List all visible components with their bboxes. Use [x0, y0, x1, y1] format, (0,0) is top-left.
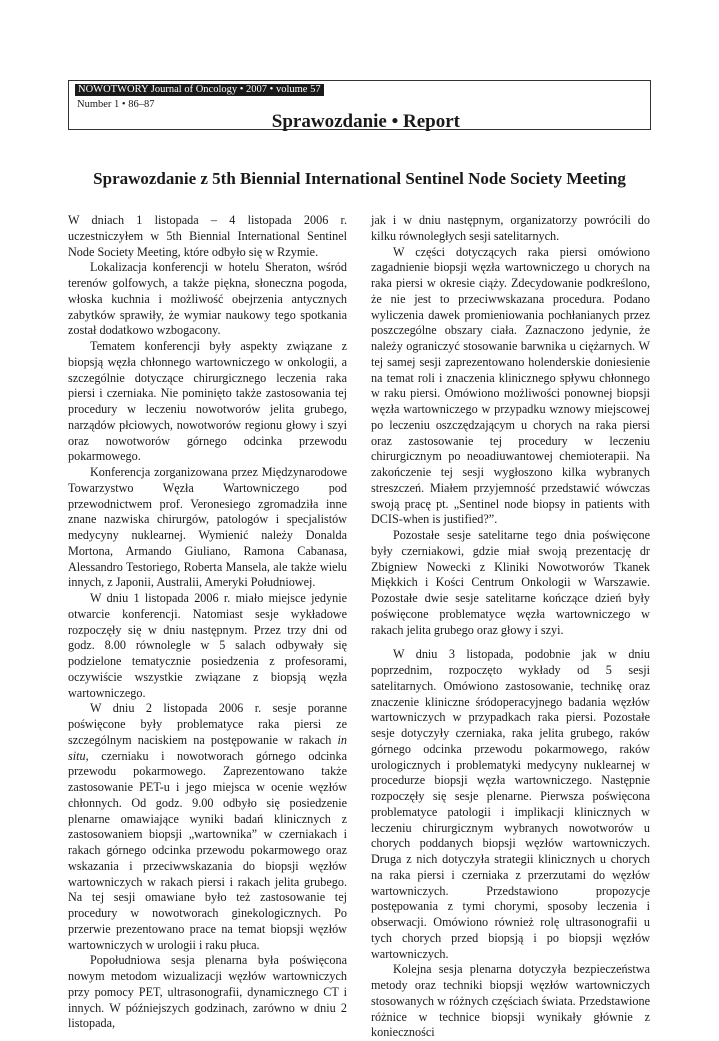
- paragraph: Tematem konferencji były aspekty związane z biopsją węzła chłonnego wartowniczego w onkologii, a szczególnie dotyczące chirurgicznego leczenia raka piersi i czerniaka. Nie pominięto także zastosowania tej procedury w leczeniu nowotworów jelita grubego, narządów płciowych, nowotworów regionu głowy i szyi oraz nowotworów górnego odcinka przewodu pokarmowego.: [68, 339, 347, 464]
- journal-name: NOWOTWORY Journal of Oncology • 2007 • volume 57: [75, 84, 324, 96]
- issue-number: Number 1 • 86–87: [77, 99, 155, 110]
- paragraph: W dniach 1 listopada – 4 listopada 2006 r. uczestniczyłem w 5th Biennial International Sentinel Node Society Meeting, które odbyło się w Rzymie.: [68, 213, 347, 259]
- paragraph: Kolejna sesja plenarna dotyczyła bezpieczeństwa metody oraz techniki biopsji węzłów wartowniczych stosowanych w różnych częściach świata. Przedstawione różnice w technice biopsji wynikały głównie z konieczności: [371, 962, 650, 1040]
- paragraph: Konferencja zorganizowana przez Międzynarodowe Towarzystwo Węzła Wartowniczego pod przewodnictwem prof. Veronesiego zgromadziła inne znane nazwiska chirurgów, patologów i specjalistów medycyny nuklearnej. Wymienić należy Donalda Mortona, Armando Giuliano, Ramona Cabanasa, Alessandro Testoriego, Roberta Mansela, ale także wielu innych, z Japonii, Australii, Ameryki Południowej.: [68, 465, 347, 590]
- paragraph: Popołudniowa sesja plenarna była poświęcona nowym metodom wizualizacji węzłów wartowniczych przy pomocy PET, ultrasonografii, dynamicznego CT i innych. W późniejszych godzinach, zarówno w dniu 2 listopada,: [68, 953, 347, 1031]
- paragraph: W dniu 1 listopada 2006 r. miało miejsce jedynie otwarcie konferencji. Natomiast sesje wykładowe rozpoczęły się w dniu następnym. Przez trzy dni od godz. 8.00 równolegle w 5 salach odbywały się podzielone tematycznie posiedzenia z profesorami, oczywiście wszystkie związane z biopsją węzła wartowniczego.: [68, 591, 347, 700]
- paragraph: W dniu 3 listopada, podobnie jak w dniu poprzednim, rozpoczęto wykłady od 5 sesji satelitarnych. Omówiono zastosowanie, technikę oraz znaczenie kliniczne śródoperacyjnego badania węzłów wartowniczych w przypadkach raka piersi. Pozostałe sesje dotyczyły czerniaka, raka jelita grubego, raków górnego odcinka przewodu pokarmowego, raków urologicznych i problematyki medycyny nuklearnej w procedurze biopsji węzła wartowniczego. Następnie rozpoczęły się sesje plenarne. Pierwsza poświęcona problematyce patologii i implikacji klinicznych w leczeniu chirurgicznym wybranych nowotworów u chorych poddanych biopsji węzłów wartowniczych. Druga z nich dotyczyła strategii klinicznych u chorych na raka piersi i czerniaka z przerzutami do węzłów wartowniczych. Przedstawiono propozycje postępowania z tymi chorymi, sposoby leczenia i obserwacji. Omówiono również rolę ultrasonografii u tych chorych przed biopsją i po biopsji węzłów wartowniczych.: [371, 647, 650, 961]
- left-column: [68, 213, 347, 1032]
- paragraph: W dniu 2 listopada 2006 r. sesje poranne poświęcone były problematyce raka piersi ze szczególnym naciskiem na postępowanie w rakach in situ, czerniaku i nowotworach górnego odcinka przewodu pokarmowego. Zaprezentowano także zastosowanie PET-u i jego miejsca w ocenie węzłów chłonnych. Od godz. 9.00 odbyło się posiedzenie plenarne omawiające wyniki badań klinicznych z zastosowaniem biopsji „wartownika” w czerniakach i rakach górnego odcinka przewodu pokarmowego oraz wskazania i przeciwwskazania do biopsji węzłów wartowniczych w rakach piersi i rakach jelita grubego. Na tej sesji omawiane było też zastosowanie tej procedury w nowotworach ginekologicznych. Po przerwie prezentowano prace na temat biopsji węzłów wartowniczych w urologii i raku płuca.: [68, 701, 347, 952]
- right-column: [371, 213, 650, 1041]
- paragraph: W części dotyczących raka piersi omówiono zagadnienie biopsji węzła wartowniczego u chorych na raka piersi w okresie ciąży. Zdecydowanie podkreślono, że nie jest to przeciwwskazana procedura. Podano wyliczenia dawek promieniowania pochłanianych przez poszczególne obszary ciała. Zaznaczono jedynie, że należy ograniczyć stosowanie barwnika u ciężarnych. W tej samej sesji zaprezentowano holenderskie doniesienie na temat roli i znaczenia klinicznego spływu chłonnego w raku piersi. Omówiono możliwości ponownej biopsji węzła wartowniczego w przypadku wznowy miejscowej po leczeniu oszczędzającym u chorych na raka piersi oraz zastosowanie tej procedury w leczeniu chirurgicznym po neoadiuwantowej chemioterapii. Na zakończenie tej sesji wygłoszono kilka wybranych streszczeń. Miałem przyjemność przedstawić wówczas swoją pracę pt. „Sentinel node biopsy in patients with DCIS-when is justified?”.: [371, 244, 650, 527]
- paragraph: Lokalizacja konferencji w hotelu Sheraton, wśród terenów golfowych, a także piękna, słoneczna pogoda, włoska kuchnia i możliwość obejrzenia antycznych zabytków sprawiły, że wymiar naukowy tego spotkania został dodatkowo wzbogacony.: [68, 260, 347, 338]
- paragraph: jak i w dniu następnym, organizatorzy powrócili do kilku równoległych sesji satelitarnych.: [371, 213, 650, 243]
- journal-header: [68, 80, 651, 130]
- paragraph: Pozostałe sesje satelitarne tego dnia poświęcone były czerniakowi, gdzie miał swoją prezentację dr Zbigniew Nowecki z Kliniki Nowotworów Tkanek Miękkich i Kości Centrum Onkologii w Warszawie. Pozostałe dwie sesje satelitarne kończące dzień były poświęcone problematyce węzła wartowniczego w rakach jelita grubego oraz głowy i szyi.: [371, 528, 650, 637]
- article-title: Sprawozdanie z 5th Biennial International Sentinel Node Society Meeting: [93, 169, 626, 188]
- section-title: Sprawozdanie • Report: [271, 111, 460, 132]
